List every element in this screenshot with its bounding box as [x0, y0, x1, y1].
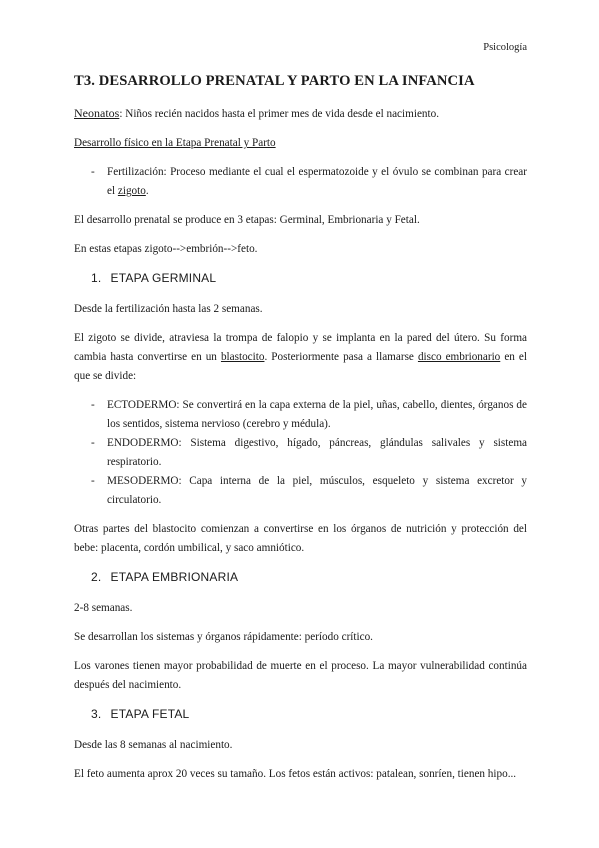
section-label: ETAPA FETAL: [110, 707, 190, 721]
section-number: 3.: [91, 707, 102, 721]
germinal-paragraph-2: [74, 329, 527, 386]
secuencia-paragraph: En estas etapas zigoto-->embrión-->feto.: [74, 243, 258, 255]
fertilizacion-list: [74, 163, 527, 201]
neonatos-paragraph: [74, 104, 527, 124]
section-label: ETAPA GERMINAL: [110, 271, 217, 285]
blastocito-term: blastocito: [220, 351, 265, 363]
neonatos-term: Neonatos: [74, 106, 120, 120]
document-title: T3. DESARROLLO PRENATAL Y PARTO EN LA INFANCIA: [74, 73, 475, 89]
fertilizacion-text: Fertilización: Proceso mediante el cual el espermatozoide y el óvulo se combinan para crear el: [107, 166, 527, 197]
germinal-text-b: . Posteriormente pasa a llamarse: [264, 351, 418, 363]
fetal-paragraph-2: El feto aumenta aprox 20 veces su tamaño. Los fetos están activos: patalean, sonríen, tienen hipo...: [74, 768, 517, 780]
otras-paragraph: Otras partes del blastocito comienzan a convertirse en los órganos de nutrición y protección del bebe: placenta, cordón umbilical, y saco amniótico.: [74, 523, 527, 554]
etapas-paragraph: El desarrollo prenatal se produce en 3 etapas: Germinal, Embrionaria y Fetal.: [74, 214, 420, 226]
fetal-paragraph-1: Desde las 8 semanas al nacimiento.: [74, 739, 233, 751]
section-label: ETAPA EMBRIONARIA: [110, 570, 239, 584]
embrionaria-paragraph-2: Se desarrollan los sistemas y órganos rápidamente: período crítico.: [74, 631, 373, 643]
section-number: 2.: [91, 570, 102, 584]
zigoto-term: zigoto: [117, 185, 146, 197]
disco-embrionario-term: disco embrionario: [417, 351, 501, 363]
section-heading-embrionaria: [74, 568, 527, 587]
section-heading-fetal: [74, 705, 527, 724]
subheading-text: Desarrollo físico en la Etapa Prenatal y Parto: [74, 137, 276, 149]
section-number: 1.: [91, 271, 102, 285]
germinal-text-a: El zigoto se divide, atraviesa la trompa de falopio y se implanta en la pared del útero. Su forma cambia hasta convertirse en un: [74, 332, 527, 363]
capas-list: [74, 396, 527, 510]
document-body: [74, 104, 527, 794]
list-item: [74, 163, 527, 201]
page-header-subject: Psicología: [483, 42, 527, 53]
section-heading-germinal: [74, 269, 527, 288]
neonatos-definition: : Niños recién nacidos hasta el primer mes de vida desde el nacimiento.: [119, 108, 439, 120]
embrionaria-paragraph-3: Los varones tienen mayor probabilidad de muerte en el proceso. La mayor vulnerabilidad continúa después del nacimiento.: [74, 660, 527, 691]
subheading: [74, 134, 527, 153]
germinal-paragraph-1: Desde la fertilización hasta las 2 semanas.: [74, 303, 263, 315]
list-item: - ENDODERMO: Sistema digestivo, hígado, páncreas, glándulas salivales y sistema respiratorio.: [74, 434, 527, 472]
fertilizacion-end: .: [145, 185, 149, 197]
embrionaria-paragraph-1: 2-8 semanas.: [74, 602, 133, 614]
germinal-text-c: en el que se divide:: [74, 351, 527, 382]
list-item: - MESODERMO: Capa interna de la piel, músculos, esqueleto y sistema excretor y circulatorio.: [74, 472, 527, 510]
list-item: - ECTODERMO: Se convertirá en la capa externa de la piel, uñas, cabello, dientes, órganos de los sentidos, sistema nervioso (cerebro y médula).: [74, 396, 527, 434]
